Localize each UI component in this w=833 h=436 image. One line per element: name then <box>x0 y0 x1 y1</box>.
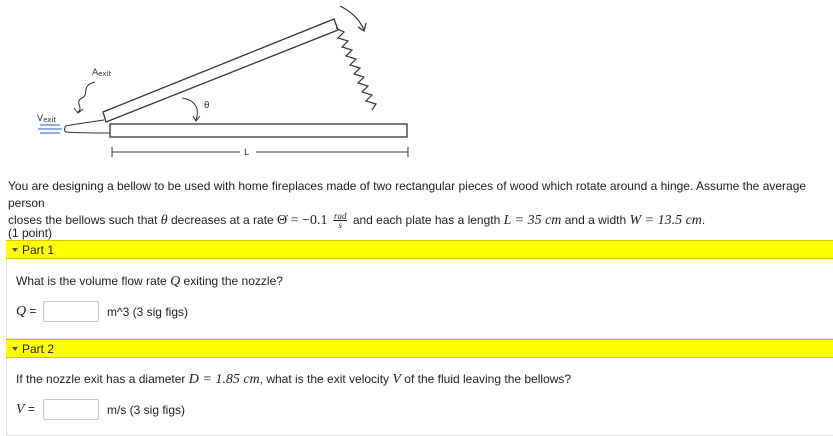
part-1-title: Part 1 <box>22 242 55 257</box>
part-1-answer-label: Q = <box>16 303 37 319</box>
a-exit-label: Aexit <box>92 68 112 78</box>
problem-line-1: You are designing a bellow to be used with home fireplaces made of two rectangular pieces of wood which rotate around a hinge. Assume the average person <box>8 179 807 210</box>
area-pointer <box>78 82 95 112</box>
part-2-unit-hint: m/s (3 sig figs) <box>107 402 186 417</box>
length-expression: L = 35 cm <box>503 213 562 228</box>
nozzle <box>65 120 111 133</box>
width-expression: W = 13.5 cm <box>629 213 702 228</box>
problem-statement <box>8 178 830 229</box>
part-2-answer-row <box>16 399 185 420</box>
rate-unit-fraction: $\frac{\text{rad}}{s}$ <box>333 211 347 231</box>
q-answer-input[interactable] <box>43 301 99 322</box>
theta-dot: Θ̇ <box>277 213 288 228</box>
collapse-triangle-icon <box>12 347 18 351</box>
bellows-diagram <box>0 0 430 170</box>
bottom-plate <box>110 124 407 137</box>
part-1-answer-row <box>16 301 188 322</box>
v-exit-label: Vexit <box>37 114 57 124</box>
part-2-body <box>6 358 833 436</box>
theta-arc <box>182 98 197 120</box>
part-1-unit-hint: m^3 (3 sig figs) <box>107 304 188 319</box>
collapse-triangle-icon <box>12 248 18 252</box>
part-2-header[interactable] <box>6 339 833 358</box>
points-label: (1 point) <box>8 226 53 240</box>
part-1-header[interactable] <box>6 240 833 259</box>
top-plate <box>103 19 338 122</box>
length-label: L <box>244 148 250 158</box>
rate-value: = −0.1 <box>287 213 331 228</box>
part-1-question: What is the volume flow rate Q exiting the nozzle? <box>16 274 283 289</box>
part-2-answer-label: V = <box>16 401 35 417</box>
part-2-title: Part 2 <box>22 341 55 356</box>
problem-line-2: closes the bellows such that θ decreases at a rate Θ̇ = −0.1 $\frac{\text{rad}}{s}$ and each plate has a length L = 35 cm and a width W = 13.5 cm. <box>8 211 706 231</box>
part-2-question: If the nozzle exit has a diameter D = 1.85 cm, what is the exit velocity V of the fluid leaving the bellows? <box>16 372 572 387</box>
exit-flow-lines <box>38 125 62 133</box>
spring <box>336 28 376 110</box>
force-arrow <box>340 6 364 30</box>
theta-symbol: θ <box>160 213 168 228</box>
part-1-body <box>6 259 833 339</box>
theta-label: θ <box>204 101 210 111</box>
v-answer-input[interactable] <box>43 399 99 420</box>
